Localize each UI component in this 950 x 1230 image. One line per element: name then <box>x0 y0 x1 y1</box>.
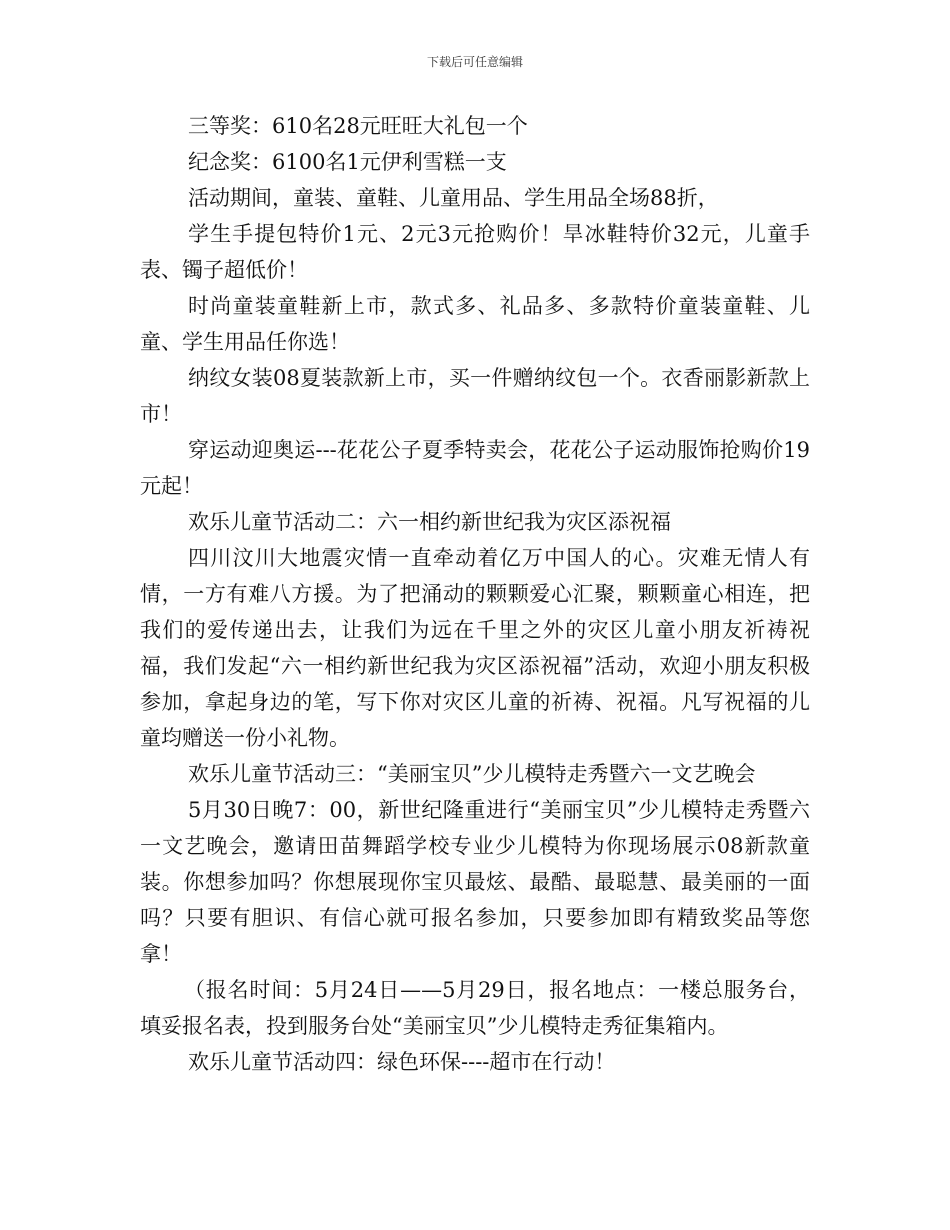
paragraph-new-arrivals: 时尚童装童鞋新上市，款式多、礼品多、多款特价童装童鞋、儿童、学生用品任你选！ <box>140 294 810 354</box>
paragraph-bag-special: 学生手提包特价1元、2元3元抢购价！旱冰鞋特价32元，儿童手表、镯子超低价！ <box>140 222 810 282</box>
activity-four-heading: 欢乐儿童节活动四：绿色环保----超市在行动！ <box>188 1050 616 1074</box>
page-header: 下载后可任意编辑 <box>426 55 523 69</box>
paragraph-third-prize: 三等奖：610名28元旺旺大礼包一个 <box>188 114 528 138</box>
paragraph-discount: 活动期间，童装、童鞋、儿童用品、学生用品全场88折， <box>188 186 719 210</box>
paragraph-earthquake-blessing: 四川汶川大地震灾情一直牵动着亿万中国人的心。灾难无情人有情，一方有难八方援。为了把涌动的颗颗爱心汇聚，颗颗童心相连，把我们的爱传递出去，让我们为远在千里之外的灾区儿童小朋友祈祷祝福，我们发起“六一相约新世纪我为灾区添祝福”活动，欢迎小朋友积极参加，拿起身边的笔，写下你对灾区儿童的祈祷、祝福。凡写祝福的儿童均赠送一份小礼物。 <box>140 546 810 750</box>
activity-two-heading: 欢乐儿童节活动二：六一相约新世纪我为灾区添祝福 <box>188 510 671 534</box>
activity-three-heading: 欢乐儿童节活动三：“美丽宝贝”少儿模特走秀暨六一文艺晚会 <box>188 762 756 786</box>
paragraph-souvenir-prize: 纪念奖：6100名1元伊利雪糕一支 <box>188 150 507 174</box>
paragraph-sportswear: 穿运动迎奥运---花花公子夏季特卖会，花花公子运动服饰抢购价19元起！ <box>140 438 810 498</box>
paragraph-model-show: 5月30日晚7：00，新世纪隆重进行“美丽宝贝”少儿模特走秀暨六一文艺晚会，邀请田苗舞蹈学校专业少儿模特为你现场展示08新款童装。你想参加吗？你想展现你宝贝最炫、最酷、最聪慧、最美丽的一面吗？只要有胆识、有信心就可报名参加，只要参加即有精致奖品等您拿！ <box>140 798 810 966</box>
paragraph-registration: （报名时间：5月24日——5月29日，报名地点：一楼总服务台，填妥报名表，投到服务台处“美丽宝贝”少儿模特走秀征集箱内。 <box>140 978 810 1038</box>
document-body <box>140 108 810 1080</box>
paragraph-womens-wear: 纳纹女装08夏装款新上市，买一件赠纳纹包一个。衣香丽影新款上市！ <box>140 366 810 426</box>
